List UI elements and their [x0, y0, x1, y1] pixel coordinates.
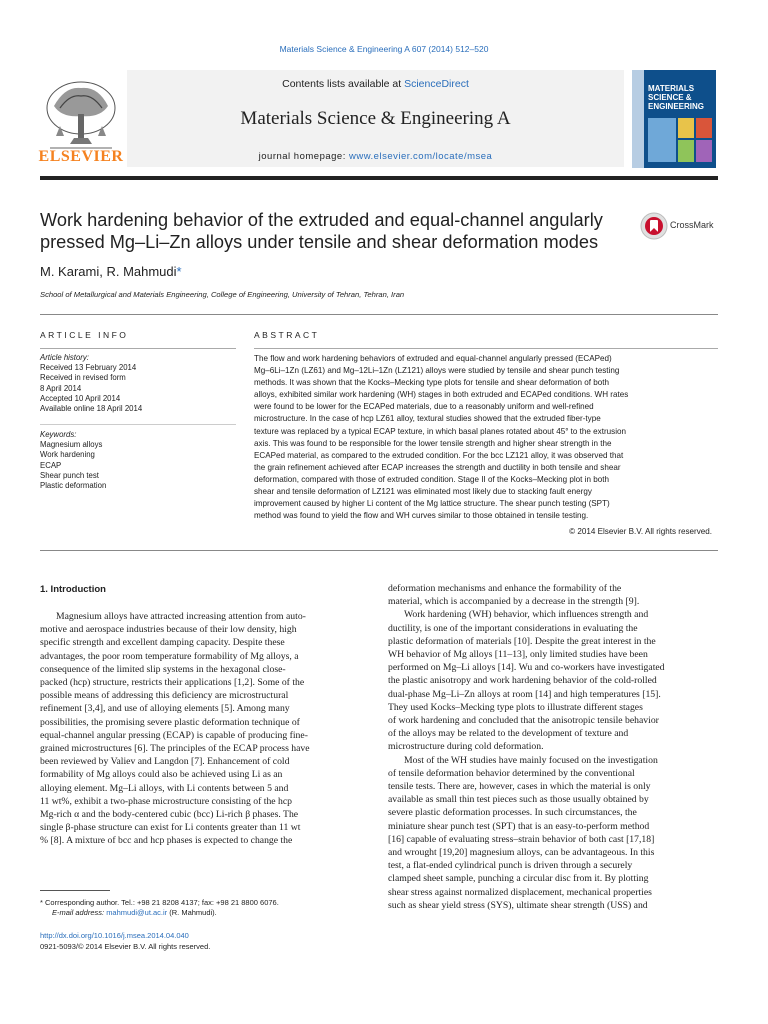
keywords-label: Keywords: [40, 430, 77, 439]
header-rule [40, 176, 718, 180]
contents-availability [127, 78, 624, 90]
corresponding-author-mark[interactable]: * [176, 264, 182, 279]
affiliation: School of Metallurgical and Materials Engineering, College of Engineering, University of Tehran, Tehran, Iran [40, 290, 405, 299]
email-suffix: (R. Mahmudi). [167, 908, 217, 917]
crossmark-icon [640, 211, 668, 241]
cover-title: MATERIALS SCIENCE & ENGINEERING [648, 84, 705, 111]
divider-bottom [40, 550, 718, 551]
sciencedirect-link[interactable]: ScienceDirect [404, 78, 469, 90]
publisher-name: ELSEVIER [38, 148, 124, 165]
homepage-link[interactable]: www.elsevier.com/locate/msea [348, 151, 493, 162]
authors [40, 264, 182, 279]
divider-top [40, 314, 718, 315]
abstract-body: The flow and work hardening behaviors of extruded and equal-channel angularly pressed (ECAPed) Mg–6Li–1Zn (LZ61) and Mg–12Li–1Zn (LZ121) alloys were studied by tensile and shear punch testing methods. It was shown that the Kocks–Mecking type plots for tensile and shear deformation of both alloys, exhibited similar work hardening (WH) stages in both extruded and ECAPed conditions. WH rates were found to be lower for the ECAPed materials, due to a reasonably uniform and well-refined microstructure. In the case of hcp LZ61 alloy, textural studies showed that the extruded fiber-type texture was replaced by a typical ECAP texture, in which basal planes rotated about 45° to the extrusion axis. This was found to be responsible for the lower tensile strength and higher shear strength in the ECAPed material, as compared to the extruded condition. For the bcc LZ121 alloy, it was observed that the grain refinement achieved after ECAP increases the strength and ductility in both tensile and shear deformation, compared with those of extruded condition. Stage II of the Kocks–Mecking plot in both shear and tensile deformation of LZ121 was eliminated most likely due to stacking fault energy improvement caused by higher Li content of the Mg lattice structure. The shear punch testing (SPT) method was found to yield the flow and WH curves similar to those obtained in tensile testing. [254, 354, 629, 521]
history-label: Article history: [40, 353, 89, 362]
footnote [40, 898, 370, 918]
author-names: M. Karami, R. Mahmudi [40, 264, 177, 279]
history-revised-label: Received in revised form [40, 373, 126, 383]
history-received: Received 13 February 2014 [40, 363, 137, 373]
keyword-item: Work hardening [40, 450, 95, 460]
journal-cover-image [632, 70, 716, 168]
journal-title: Materials Science & Engineering A [240, 108, 511, 129]
intro-right-column: deformation mechanisms and enhance the formability of the material, which is accompanied by a decrease in the strength [9]. Work hardening (WH) behavior, which influences strength and ductility, is one of the important considerations in evaluating the plastic deformation of materials [10]. Despite the great interest in the WH behavior of Mg alloys [11–13], only limited studies have been performed on Mg–Li alloys [14]. Wu and co-workers have investigated the plastic anisotropy and work hardening behavior of the cold-rolled dual-phase Mg–Li–Zn alloys at room [14] and high temperatures [15]. They used Kocks–Mecking type plots to illustrate different stages of work hardening and concluded that the anisotropic tensile behavior of the alloys may be related to the development of texture and microstructure during cold deformation. Most of the WH studies have mainly focused on the investigation of tensile deformation behavior determined by the conventional tensile tests. There are, however, cases in which the material is only available as small thin test pieces such as those usually obtained by severe plastic deformation processes. In such circumstances, the miniature shear punch test (SPT) that is an easy-to-perform method [16] capable of evaluating stress–strain behavior of both cast [17,18] and wrought [19,20] magnesium alloys, can be advantageous. In this test, a flat-ended cylindrical punch is driven through a securely clamped sheet sample, punching a circular disc from it. By plotting shear stress against normalized displacement, mechanical properties such as shear yield stress (SYS), ultimate shear strength (USS) and [388, 583, 665, 911]
crossmark-badge[interactable] [640, 211, 720, 241]
contents-prefix: Contents lists available at [282, 78, 405, 90]
abstract-copyright: © 2014 Elsevier B.V. All rights reserved. [569, 527, 712, 536]
article-info-heading: ARTICLE INFO [40, 330, 129, 340]
keyword-item: Shear punch test [40, 470, 99, 480]
crossmark-label: CrossMark [670, 220, 714, 230]
keyword-item: Plastic deformation [40, 481, 107, 491]
history-online: Available online 18 April 2014 [40, 404, 143, 414]
keywords [40, 430, 236, 491]
journal-citation[interactable]: Materials Science & Engineering A 607 (2014) 512–520 [279, 44, 489, 54]
doi-link[interactable]: http://dx.doi.org/10.1016/j.msea.2014.04.040 [40, 931, 189, 940]
article-info-rule [40, 348, 236, 349]
email-link[interactable]: mahmudi@ut.ac.ir [106, 908, 168, 917]
doi-block [40, 931, 210, 952]
email-line [40, 908, 370, 918]
section-heading-introduction: 1. Introduction [40, 584, 106, 595]
article-history [40, 353, 236, 414]
keyword-item: ECAP [40, 460, 62, 470]
abstract-heading: ABSTRACT [254, 330, 320, 340]
footnote-rule [40, 890, 110, 891]
issn-copyright: 0921-5093/© 2014 Elsevier B.V. All rights reserved. [40, 941, 211, 951]
journal-homepage [127, 151, 624, 162]
history-accepted: Accepted 10 April 2014 [40, 393, 121, 403]
article-title: Work hardening behavior of the extruded and equal-channel angularly pressed Mg–Li–Zn alloys under tensile and shear deformation modes [40, 210, 603, 252]
keyword-item: Magnesium alloys [40, 440, 103, 450]
email-label: E-mail address: [52, 908, 107, 917]
history-revised-date: 8 April 2014 [40, 383, 82, 393]
homepage-label: journal homepage: [258, 151, 349, 162]
keywords-rule [40, 424, 236, 425]
intro-left-column: Magnesium alloys have attracted increasing attention from auto- motive and aerospace industries because of their low density, high specific strength and excellent damping capacity. Despite these advantages, the poor room temperature formability of Mg alloys, a consequence of the limited slip systems in the hexagonal close- packed (hcp) structure, restricts their applications [1,2]. Some of the possible means of addressing this deficiency are microstructural refinement [3,4], and use of alloying elements [5]. Among many possibilities, the promising severe plastic deformation technique of equal-channel angular pressing (ECAP) is capable of producing fine- grained microstructures [6]. The principles of the ECAP process have been reviewed by Valiev and Langdon [7]. Enhancement of cold formability of Mg alloys could also be achieved using Li as an alloying element. Mg–Li alloys, with Li contents between 5 and 11 wt%, exhibit a two-phase microstructure consisting of the hcp Mg-rich α and the body-centered cubic (bcc) Li-rich β phases. The single β-phase structure can exist for Li contents greater than 11 wt % [8]. A mixture of bcc and hcp phases is expected to change the [40, 611, 310, 847]
abstract-rule [254, 348, 718, 349]
corresponding-author-note: * Corresponding author. Tel.: +98 21 8208 4137; fax: +98 21 8800 6076. [40, 898, 279, 907]
